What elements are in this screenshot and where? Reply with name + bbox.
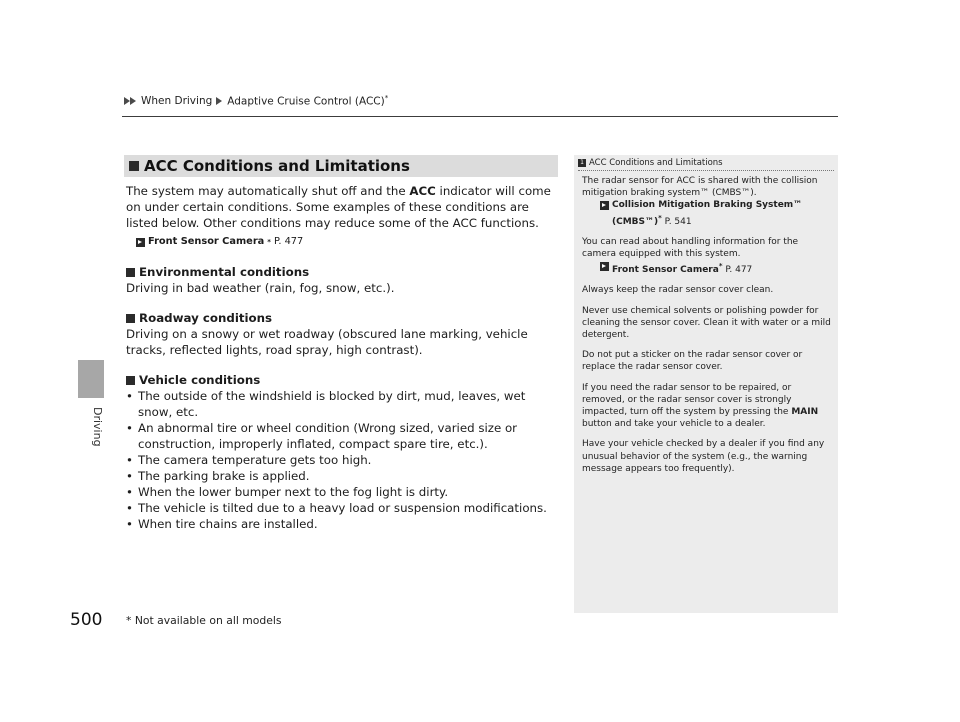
note-paragraph: Never use chemical solvents or polishing powder for cleaning the sensor cover. Clean it with water or a mild detergent. [582,305,831,341]
page-number: 500 [70,610,103,630]
note-title: 1 ACC Conditions and Limitations [578,158,723,168]
cross-reference-icon [600,262,609,271]
note-cross-reference-link[interactable]: Collision Mitigation Braking System™ (CMBS™)* P. 541 [582,199,834,227]
environmental-text: Driving in bad weather (rain, fog, snow, etc.). [126,281,395,295]
note-paragraph: Have your vehicle checked by a dealer if you find any unusual behavior of the system (e.g., the warning message appears too frequently). [582,439,825,474]
header-divider [122,116,838,117]
note-marker-icon: 1 [578,159,586,167]
note-cross-reference-link[interactable]: Front Sensor Camera* P. 477 [582,260,834,276]
chapter-tab-label[interactable]: Driving [91,407,104,447]
section-heading-text: ACC Conditions and Limitations [144,157,410,175]
note-body [582,175,834,483]
list-item: • The outside of the windshield is blocked by dirt, mud, leaves, wet snow, etc. [126,388,562,420]
breadcrumb-item-acc[interactable]: Adaptive Cruise Control (ACC)* [227,94,389,108]
list-item: • The vehicle is tilted due to a heavy load or suspension modifications. [126,500,562,516]
vehicle-conditions-list [126,388,562,532]
breadcrumb-item-when-driving[interactable]: When Driving [141,94,213,107]
note-paragraph: If you need the radar sensor to be repaired, or removed, or the radar sensor cover is strongly impacted, turn off the system by pressing the MAIN button and take your vehicle to a dealer. [582,382,819,430]
main-content [126,183,562,532]
cross-reference-link[interactable]: Front Sensor Camera * P. 477 [136,234,562,250]
chapter-tab-marker [78,360,104,398]
breadcrumb [124,94,388,108]
list-item: • When tire chains are installed. [126,516,562,532]
note-divider [578,170,834,171]
roadway-text: Driving on a snowy or wet roadway (obscured lane marking, vehicle tracks, reflected lights, road spray, high contrast). [126,327,528,357]
heading-square-icon [129,161,139,171]
intro-paragraph: The system may automatically shut off and the ACC indicator will come on under certain conditions. Some examples of these conditions are listed below. Other conditions may reduce some of the ACC functions. [126,184,551,230]
subheading-vehicle: Vehicle conditions [126,372,562,388]
list-item: • An abnormal tire or wheel condition (Wrong sized, varied size or construction, improperly inflated, compact spare tire, etc.). [126,420,562,452]
list-item: • The parking brake is applied. [126,468,562,484]
subheading-roadway: Roadway conditions [126,310,562,326]
subheading-environmental: Environmental conditions [126,264,562,280]
note-paragraph: Do not put a sticker on the radar sensor cover or replace the radar sensor cover. [582,350,803,373]
side-note-box [574,155,838,613]
section-heading [124,155,558,177]
cross-reference-icon [600,201,609,210]
cross-reference-icon [136,238,145,247]
list-item: • When the lower bumper next to the fog light is dirty. [126,484,562,500]
subheading-square-icon [126,314,135,323]
list-item: • The camera temperature gets too high. [126,452,562,468]
breadcrumb-arrow-icon [130,97,136,105]
subheading-square-icon [126,376,135,385]
note-paragraph: You can read about handling information for the camera equipped with this system. [582,236,799,260]
breadcrumb-arrow-icon [216,97,222,105]
note-paragraph: The radar sensor for ACC is shared with the collision mitigation braking system™ (CMBS™). [582,176,818,199]
note-paragraph: Always keep the radar sensor cover clean. [582,285,774,296]
footnote: * Not available on all models [126,614,282,627]
subheading-square-icon [126,268,135,277]
